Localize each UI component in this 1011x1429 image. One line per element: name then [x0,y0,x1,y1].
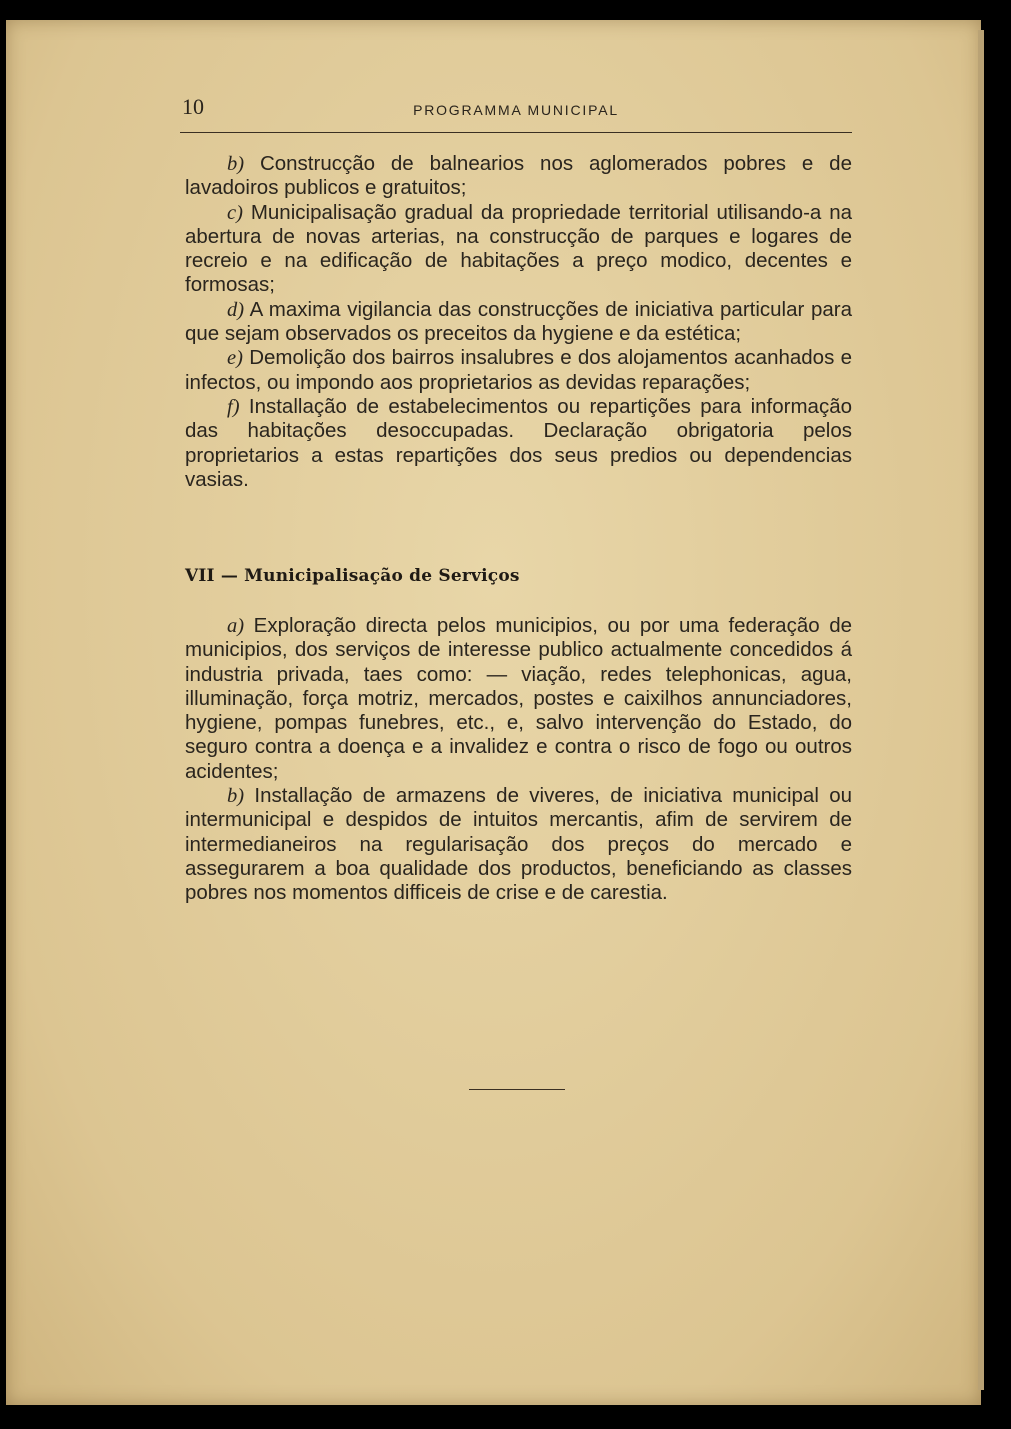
paragraph-item-d [185,298,852,347]
item-text: Installação de armazens de viveres, de iniciativa municipal ou intermunicipal e despidos de intuitos mercantis, afim de servirem de intermedianeiros na regularisação dos preços do mercado e assegurarem a boa qualidade dos productos, beneficiando as classes pobres nos momentos difficeis de crise e de carestia. [185,784,852,905]
paragraph-item-a [185,614,852,784]
closing-rule [469,1089,565,1090]
page-edge [978,30,984,1390]
page-number: 10 [182,94,204,119]
item-marker: b) [227,785,245,808]
item-marker: e) [227,347,243,370]
item-text: Installação de estabelecimentos ou repartições para informação das habitações desoccupadas. Declaração obrigatoria pelos proprietarios a estas repartições dos seus predios ou dependencias vasias. [185,394,852,491]
section-vi-list [185,152,852,492]
item-text: Construcção de balnearios nos aglomerados pobres e de lavadoiros publicos e gratuitos; [185,152,852,200]
running-head-title: PROGRAMMA MUNICIPAL [413,102,619,118]
paragraph-item-c [185,201,852,298]
item-marker: c) [227,201,243,224]
item-text: Exploração directa pelos municipios, ou por uma federação de municipios, dos serviços de interesse publico actualmente concedidos á industria privada, taes como: — viação, redes telephonicas, agua, illuminação, força motriz, mercados, postes e caixilhos annunciadores, hygiene, pompas funebres, etc., e, salvo intervenção do Estado, do seguro contra a doença e a invalidez e contra o risco de fogo ou outros acidentes; [185,614,852,783]
paragraph-item-e [185,346,852,395]
item-marker: b) [227,153,245,175]
item-marker: f) [227,395,240,418]
paragraph-item-b [185,152,852,201]
item-text: Municipalisação gradual da propriedade territorial utilisando-a na abertura de novas arterias, na construcção de parques e logares de recreio e na edificação de habitações a preço modico, decentes e formosas; [185,200,852,297]
paragraph-item-f [185,395,852,492]
item-marker: d) [227,298,245,321]
paragraph-item-b [185,784,852,905]
section-vii-list [185,614,852,906]
item-text: A maxima vigilancia das construcções de iniciativa particular para que sejam observados os preceitos da hygiene e da estética; [185,297,853,346]
running-head [180,92,852,133]
section-heading-vii: VII — Municipalisação de Serviços [185,566,520,586]
item-text: Demolição dos bairros insalubres e dos alojamentos acanhados e infectos, ou impondo aos proprietarios as devidas reparações; [185,346,852,394]
item-marker: a) [227,615,245,637]
